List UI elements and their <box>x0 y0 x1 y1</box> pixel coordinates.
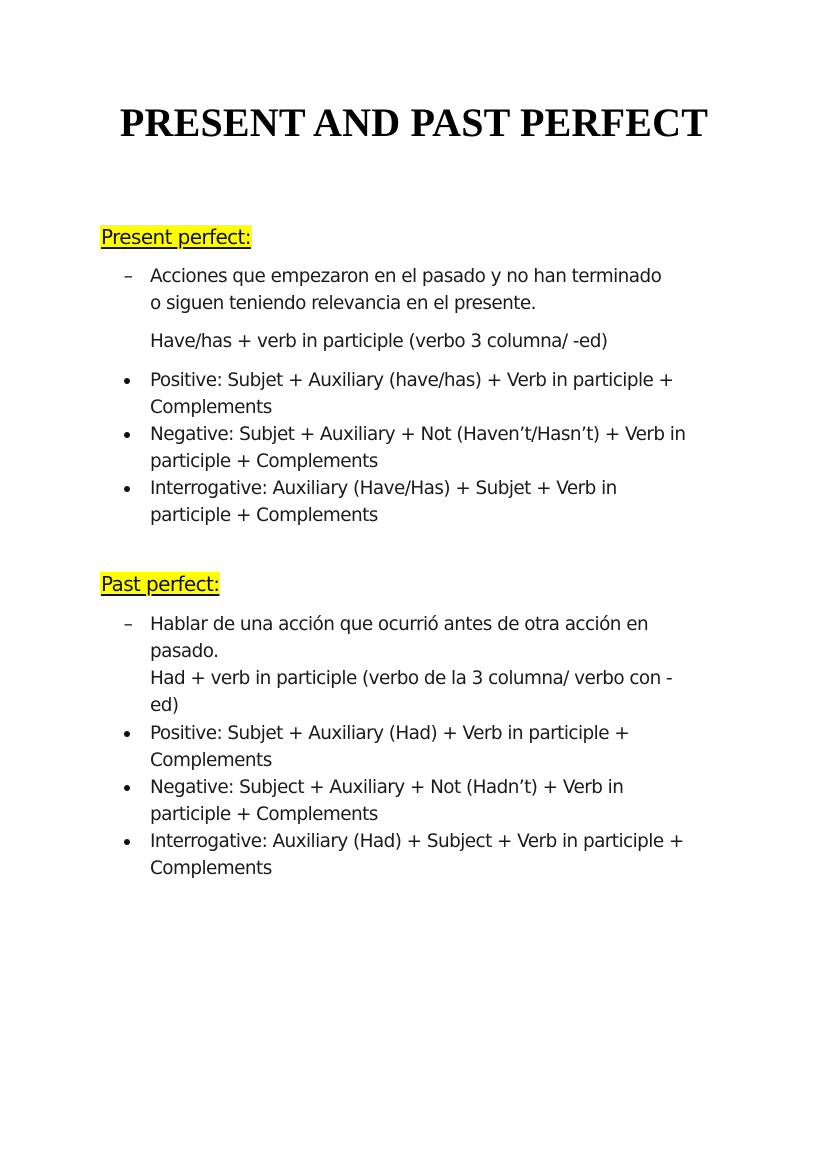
present-perfect-formula <box>150 328 740 355</box>
bullet-item-positive <box>150 367 740 421</box>
bullet-line: Negative: Subjet + Auxiliary + Not (Haven’t/Hasn’t) + Verb in <box>150 424 686 445</box>
dash-icon: – <box>123 614 133 635</box>
section-heading-past-perfect <box>100 571 220 598</box>
bullet-item-positive <box>150 720 740 774</box>
bullet-line: Complements <box>150 750 272 771</box>
bullet-icon <box>124 432 130 438</box>
bullet-line: Interrogative: Auxiliary (Had) + Subject + Verb in participle + <box>150 831 684 852</box>
bullet-icon <box>124 731 130 737</box>
formula-text: ed) <box>150 695 179 716</box>
bullet-icon <box>124 378 130 384</box>
bullet-item-interrogative <box>150 475 740 529</box>
bullet-line: participle + Complements <box>150 451 378 472</box>
definition-line: Hablar de una acción que ocurrió antes de otra acción en <box>150 614 649 635</box>
bullet-line: Complements <box>150 858 272 879</box>
formula-text: Had + verb in participle (verbo de la 3 columna/ verbo con - <box>150 668 673 689</box>
dash-list-item <box>123 611 740 719</box>
bullet-icon <box>124 785 130 791</box>
section-heading-text: Present perfect: <box>101 225 251 249</box>
definition-line: o siguen teniendo relevancia en el presente. <box>150 293 536 314</box>
bullet-line: Positive: Subjet + Auxiliary (have/has) + Verb in participle + <box>150 370 674 391</box>
present-perfect-bullet-list <box>150 367 740 529</box>
past-perfect-bullet-list <box>150 720 740 882</box>
past-perfect-definition <box>123 611 740 719</box>
section-heading-present-perfect <box>100 224 252 251</box>
bullet-line: Positive: Subjet + Auxiliary (Had) + Verb in participle + <box>150 723 630 744</box>
bullet-icon <box>124 839 130 845</box>
definition-line: pasado. <box>150 641 219 662</box>
bullet-item-negative <box>150 774 740 828</box>
formula-text: Have/has + verb in participle (verbo 3 columna/ -ed) <box>150 331 608 352</box>
bullet-line: Negative: Subject + Auxiliary + Not (Hadn’t) + Verb in <box>150 777 624 798</box>
definition-line: Acciones que empezaron en el pasado y no han terminado <box>150 266 662 287</box>
dash-icon: – <box>123 266 133 287</box>
section-heading-text: Past perfect: <box>101 572 220 596</box>
present-perfect-definition <box>123 263 740 317</box>
bullet-line: participle + Complements <box>150 505 378 526</box>
bullet-line: participle + Complements <box>150 804 378 825</box>
dash-list-item <box>123 263 740 317</box>
bullet-line: Complements <box>150 397 272 418</box>
bullet-line: Interrogative: Auxiliary (Have/Has) + Subjet + Verb in <box>150 478 617 499</box>
bullet-item-negative <box>150 421 740 475</box>
page-title: PRESENT AND PAST PERFECT <box>119 100 709 145</box>
bullet-item-interrogative <box>150 828 740 882</box>
bullet-icon <box>124 486 130 492</box>
